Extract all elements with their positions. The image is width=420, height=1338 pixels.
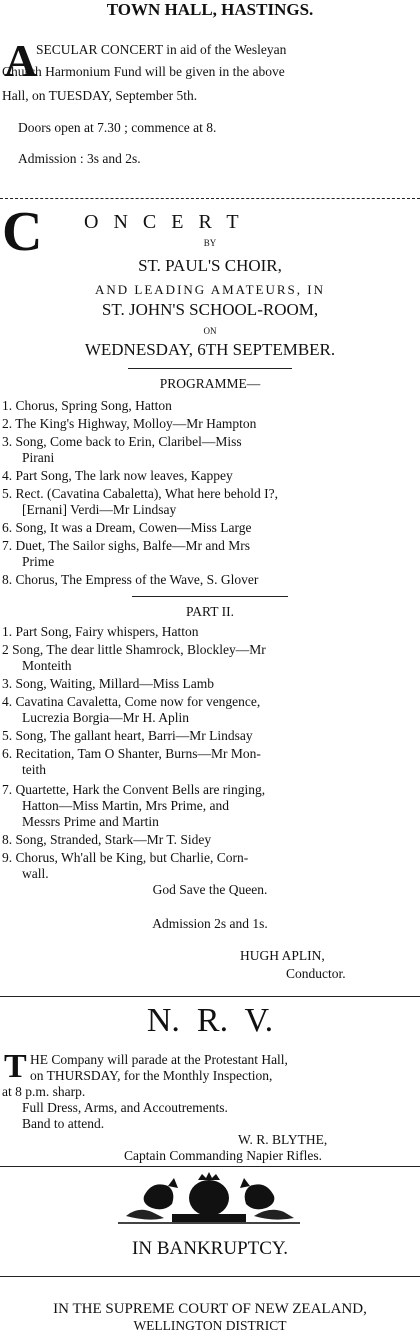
nrv-line-5: Band to attend. (22, 1116, 105, 1131)
concert-drop-cap: C (2, 201, 43, 263)
concert-venue: ST. JOHN'S SCHOOL-ROOM, (101, 300, 319, 319)
programme-item: 8. Chorus, The Empress of the Wave, S. Glover (2, 572, 259, 587)
concert-on: ON (203, 326, 217, 336)
nrv-line-3: at 8 p.m. sharp. (2, 1084, 86, 1099)
programme-item: 4. Cavatina Cavaletta, Come now for vengence, (2, 694, 261, 709)
programme-item: 5. Song, The gallant heart, Barri—Mr Lindsay (2, 728, 253, 743)
hastings-drop-cap: A (4, 35, 38, 86)
programme-item: 2 Song, The dear little Shamrock, Blockley—Mr (2, 642, 266, 657)
programme-item: 1. Part Song, Fairy whispers, Hatton (2, 624, 199, 639)
concert-choir: ST. PAUL'S CHOIR, (138, 256, 282, 275)
programme-item-cont: Prime (22, 554, 55, 569)
programme-item: 2. The King's Highway, Molloy—Mr Hampton (2, 416, 257, 431)
short-rule (132, 596, 288, 597)
programme-item-cont: Monteith (22, 658, 72, 673)
hastings-line-3: Hall, on TUESDAY, September 5th. (2, 88, 198, 103)
programme-item: 5. Rect. (Cavatina Cabaletta), What here behold I?, (2, 486, 279, 501)
programme-title: PROGRAMME— (159, 376, 261, 391)
coat-of-arms-emblem (118, 1172, 300, 1224)
conductor-name: HUGH APLIN, (240, 948, 325, 963)
admission: Admission 2s and 1s. (152, 916, 268, 931)
conductor-title: Conductor. (286, 966, 346, 981)
concert-and-line: AND LEADING AMATEURS, IN (95, 282, 325, 297)
divider (0, 996, 420, 997)
programme-item: 4. Part Song, The lark now leaves, Kappey (2, 468, 233, 483)
programme-item: 7. Quartette, Hark the Convent Bells are ringing, (2, 782, 266, 797)
programme-item: 3. Song, Come back to Erin, Claribel—Miss (2, 434, 242, 449)
hastings-title: TOWN HALL, HASTINGS. (106, 0, 314, 19)
divider (0, 1276, 420, 1277)
short-rule (128, 368, 292, 369)
hastings-line-2: Church Harmonium Fund will be given in the above (2, 64, 285, 79)
divider (0, 1166, 420, 1167)
programme-item-cont: Messrs Prime and Martin (22, 814, 159, 829)
programme-item-cont: teith (22, 762, 46, 777)
nrv-sign-name: W. R. BLYTHE, (238, 1132, 328, 1147)
divider (0, 198, 420, 199)
programme-item: 7. Duet, The Sailor sighs, Balfe—Mr and Mrs (2, 538, 250, 553)
nrv-title: N. R. V. (146, 1002, 274, 1039)
nrv-line-4: Full Dress, Arms, and Accoutrements. (22, 1100, 228, 1115)
programme-item: 6. Recitation, Tam O Shanter, Burns—Mr Mon- (2, 746, 261, 761)
concert-heading: O N C E R T (84, 211, 239, 233)
bankruptcy-title: IN BANKRUPTCY. (132, 1238, 288, 1259)
nrv-drop-cap: T (4, 1048, 27, 1085)
nrv-sign-title: Captain Commanding Napier Rifles. (124, 1148, 322, 1163)
nrv-line-2: on THURSDAY, for the Monthly Inspection, (30, 1068, 273, 1083)
programme-item: 9. Chorus, Wh'all be King, but Charlie, Corn- (2, 850, 249, 865)
part2-title: PART II. (186, 604, 234, 619)
nrv-line-1: HE Company will parade at the Protestant Hall, (30, 1052, 288, 1067)
programme-item-cont: [Ernani] Verdi—Mr Lindsay (22, 502, 177, 517)
programme-item: 8. Song, Stranded, Stark—Mr T. Sidey (2, 832, 212, 847)
concert-date: WEDNESDAY, 6TH SEPTEMBER. (84, 340, 336, 359)
hastings-line-5: Admission : 3s and 2s. (18, 151, 141, 166)
programme-item: 1. Chorus, Spring Song, Hatton (2, 398, 172, 413)
programme-item-cont: wall. (22, 866, 49, 881)
programme-item-cont: Hatton—Miss Martin, Mrs Prime, and (22, 798, 229, 813)
court-district: WELLINGTON DISTRICT (133, 1318, 287, 1333)
court-name: IN THE SUPREME COURT OF NEW ZEALAND, (53, 1301, 367, 1317)
concert-by: BY (203, 238, 217, 248)
hastings-line-1: SECULAR CONCERT in aid of the Wesleyan (36, 42, 287, 57)
hastings-line-4: Doors open at 7.30 ; commence at 8. (18, 120, 217, 135)
programme-item: 6. Song, It was a Dream, Cowen—Miss Large (2, 520, 252, 535)
programme-item-cont: Lucrezia Borgia—Mr H. Aplin (22, 710, 189, 725)
programme-item: 3. Song, Waiting, Millard—Miss Lamb (2, 676, 215, 691)
programme-item-cont: Pirani (22, 450, 55, 465)
anthem: God Save the Queen. (152, 882, 268, 897)
